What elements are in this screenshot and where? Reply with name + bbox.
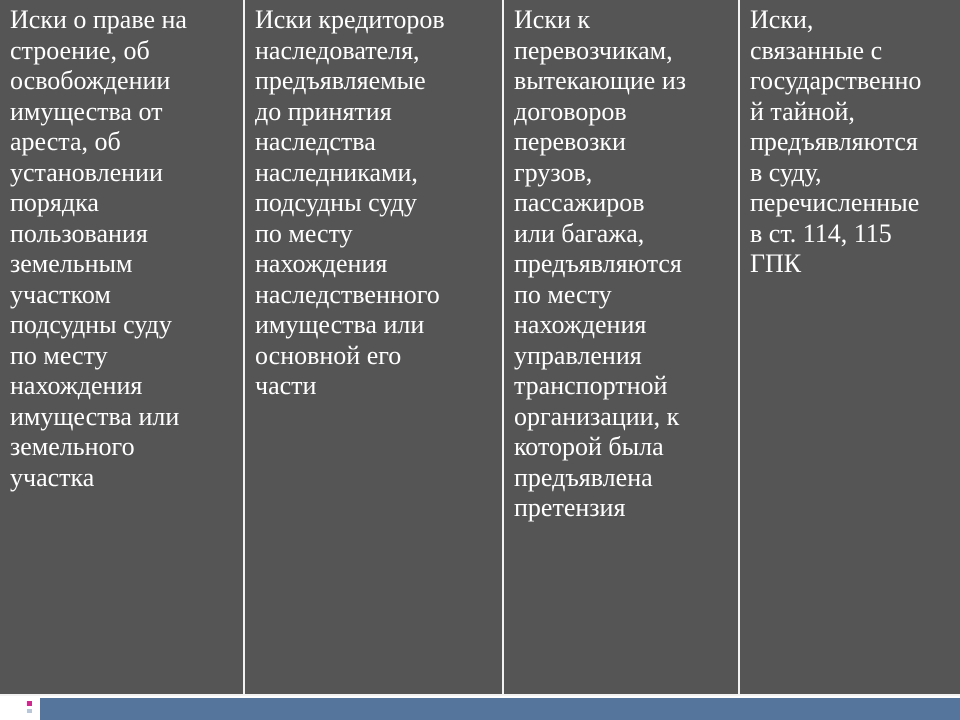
cell-text-line: нахождения xyxy=(255,249,388,278)
cell-text-line: предъявляются xyxy=(750,127,918,156)
cell-text-line: в суду, xyxy=(750,157,822,187)
cell-text-line: пассажиров xyxy=(514,188,645,217)
cell-text-line: или багажа, xyxy=(514,218,645,248)
square-bullet-shadow-icon xyxy=(27,709,32,713)
cell-text-line: Иски кредиторов xyxy=(255,5,445,34)
cell-text-line: государственно xyxy=(750,66,922,95)
table-cell-creditor-claims xyxy=(245,0,502,694)
table-cell-state-secret-claims xyxy=(740,0,960,694)
cell-text-line: пользования xyxy=(10,218,148,248)
cell-text-line: перевозчикам, xyxy=(514,35,673,65)
cell-text-line: связанные с xyxy=(750,35,883,65)
cell-text-line: имущества от xyxy=(10,96,163,126)
cell-text-line: управления xyxy=(514,340,642,370)
cell-text-line: части xyxy=(255,371,317,400)
cell-text-line: по месту xyxy=(514,279,612,309)
cell-text-line: строение, об xyxy=(10,35,150,65)
cell-text-line: которой была xyxy=(514,432,664,461)
cell-text-line: грузов, xyxy=(514,157,593,187)
cell-text-line: по месту xyxy=(10,340,108,370)
cell-text-line: основной его xyxy=(255,340,402,370)
cell-text-line: Иски к xyxy=(514,5,590,34)
cell-text-line: Иски о праве на xyxy=(10,5,187,34)
cell-text-line: освобождении xyxy=(10,66,171,95)
cell-text-line: й тайной, xyxy=(750,96,855,126)
cell-text-line: наследственного xyxy=(255,279,440,309)
cell-text-line: ГПК xyxy=(750,249,802,278)
cell-text-line: имущества или xyxy=(10,401,180,431)
cell-text-line: установлении xyxy=(10,157,163,187)
square-bullet-icon xyxy=(27,701,32,706)
cell-text-line: предъявляются xyxy=(514,249,682,278)
cell-text-line: организации, к xyxy=(514,401,680,431)
cell-text-line: перевозки xyxy=(514,127,626,156)
cell-text-line: земельного xyxy=(10,432,135,461)
cell-text-line: перечисленные xyxy=(750,188,920,217)
table-bottom-border xyxy=(0,694,960,696)
cell-text-line: в ст. 114, 115 xyxy=(750,218,892,248)
cell-text-line: ареста, об xyxy=(10,127,121,156)
cell-text-line: предъявлена xyxy=(514,462,653,492)
cell-text-line: нахождения xyxy=(514,310,647,339)
cell-text-line: вытекающие из xyxy=(514,66,687,95)
cell-text-line: нахождения xyxy=(10,371,143,400)
cell-text-line: наследниками, xyxy=(255,157,418,187)
table-cell-property-claims xyxy=(0,0,243,694)
cell-text-line: наследователя, xyxy=(255,35,420,65)
cell-text-line: договоров xyxy=(514,96,627,126)
table-cell-carrier-claims xyxy=(504,0,738,694)
cell-text-line: предъявляемые xyxy=(255,66,426,95)
cell-text-line: имущества или xyxy=(255,310,425,339)
cell-text-line: претензия xyxy=(514,493,626,522)
cell-text-line: наследства xyxy=(255,127,376,156)
cell-text-line: подсудны суду xyxy=(10,310,172,339)
cell-text-line: Иски, xyxy=(750,5,814,34)
cell-text-line: по месту xyxy=(255,218,353,248)
cell-text-line: участком xyxy=(10,279,111,309)
cell-text-line: транспортной xyxy=(514,371,668,400)
cell-text-line: земельным xyxy=(10,249,133,278)
cell-text-line: порядка xyxy=(10,188,99,217)
cell-text-line: до принятия xyxy=(255,96,392,126)
cell-text-line: подсудны суду xyxy=(255,188,417,217)
cell-text-line: участка xyxy=(10,462,95,492)
footer-band xyxy=(40,698,960,720)
